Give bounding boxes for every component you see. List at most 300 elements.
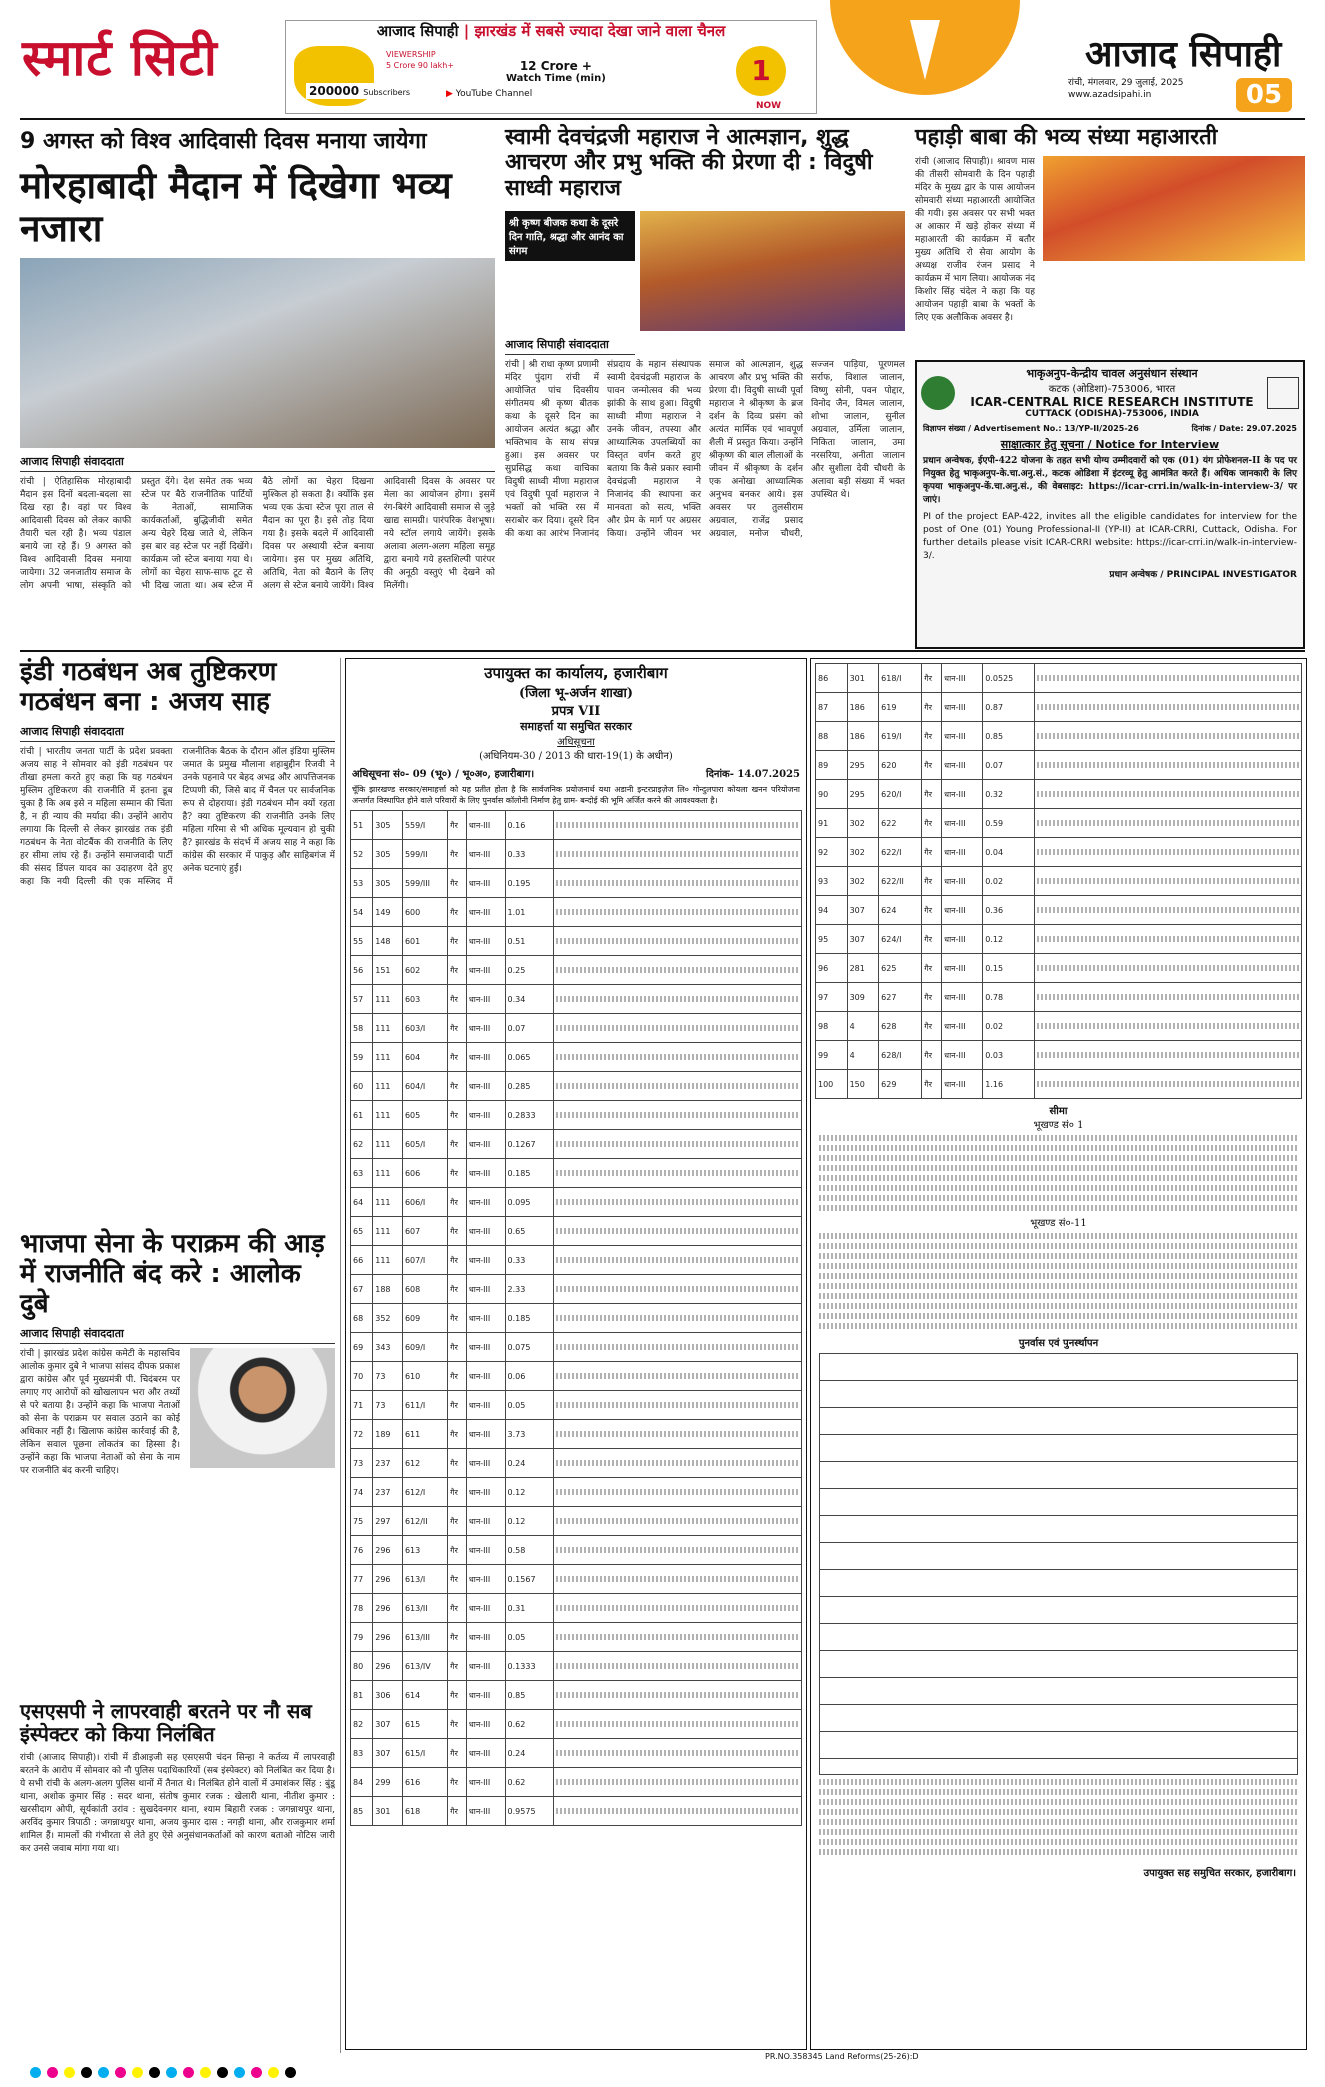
- gazette-notice-date: दिनांक- 14.07.2025: [706, 769, 800, 780]
- table-cell-plot: 618/I: [879, 664, 922, 693]
- table-cell-area: 0.05: [505, 1391, 553, 1420]
- table-cell-type: गैर: [448, 1507, 467, 1536]
- table-cell-description: [553, 1275, 801, 1304]
- table-row: [351, 1623, 802, 1652]
- table-cell-sn: 52: [351, 840, 373, 869]
- story-headline: पहाड़ी बाबा की भव्य संध्या महाआरती: [915, 125, 1218, 150]
- table-cell-type: गैर: [448, 1333, 467, 1362]
- table-cell-sn: 69: [351, 1333, 373, 1362]
- table-cell-area: 1.01: [505, 898, 553, 927]
- table-cell-type: गैर: [922, 954, 942, 983]
- table-cell-type: गैर: [922, 896, 942, 925]
- photo-caption: श्री कृष्ण बीजक कथा के दूसरे दिन गाति, श्रद्धा और आनंद का संगम: [505, 211, 635, 261]
- table-cell-type: गैर: [448, 1159, 467, 1188]
- gazette-office-sub: (जिला भू-अर्जन शाखा): [518, 686, 634, 701]
- table-cell-sn: 87: [816, 693, 848, 722]
- table-cell-sn: 100: [816, 1070, 848, 1099]
- table-row: [351, 1507, 802, 1536]
- table-cell-type: गैर: [922, 809, 942, 838]
- table-cell-class: धान-III: [942, 1070, 983, 1099]
- table-cell-area: 0.04: [983, 838, 1034, 867]
- registration-dot: [115, 2067, 126, 2078]
- table-cell-description: [553, 1594, 801, 1623]
- table-cell-plot: 607: [402, 1217, 447, 1246]
- icar-interview-notice: [915, 360, 1305, 649]
- table-cell-area: 0.33: [505, 1246, 553, 1275]
- table-cell-khata: 297: [373, 1507, 403, 1536]
- land-schedule-table: [350, 810, 802, 1826]
- table-row: [816, 1070, 1302, 1099]
- table-cell-area: 0.9575: [505, 1797, 553, 1826]
- table-cell-class: धान-III: [466, 1797, 505, 1826]
- table-cell-area: 1.16: [983, 1070, 1034, 1099]
- youtube-channel-ad[interactable]: [285, 20, 817, 114]
- table-cell-plot: 604: [402, 1043, 447, 1072]
- gazette-office: उपायुक्त का कार्यालय, हजारीबाग: [484, 664, 668, 682]
- table-cell-description: [553, 1188, 801, 1217]
- table-cell-plot: 611/I: [402, 1391, 447, 1420]
- notice-signature: प्रधान अन्वेषक / PRINCIPAL INVESTIGATOR: [1109, 570, 1297, 580]
- plot-heading-1: भूखण्ड सं० 1: [1033, 1120, 1084, 1131]
- table-cell-area: 0.12: [983, 925, 1034, 954]
- table-cell-description: [553, 1391, 801, 1420]
- gazette-act: (अधिनियम-30 / 2013 की धारा-19(1) के अधीन): [479, 751, 673, 762]
- gazette-notice-number: अधिसूचना सं०- 09 (भू०) / भू०अ०, हजारीबाग।: [352, 769, 535, 780]
- table-cell-plot: 606: [402, 1159, 447, 1188]
- table-cell-type: गैर: [448, 1014, 467, 1043]
- table-cell-class: धान-III: [466, 1710, 505, 1739]
- registration-dot: [285, 2067, 296, 2078]
- table-cell-plot: 600: [402, 898, 447, 927]
- table-cell-description: [553, 869, 801, 898]
- table-cell-area: 0.03: [983, 1041, 1034, 1070]
- table-cell-description: [553, 1623, 801, 1652]
- table-cell-khata: 305: [373, 811, 403, 840]
- table-cell-description: [553, 927, 801, 956]
- notice-date: दिनांक / Date: 29.07.2025: [1191, 424, 1297, 433]
- table-cell-khata: 111: [373, 1246, 403, 1275]
- table-cell-khata: 111: [373, 1217, 403, 1246]
- story-byline: आजाद सिपाही संवाददाता: [20, 1326, 335, 1344]
- table-cell-type: गैर: [448, 1652, 467, 1681]
- table-row: [351, 869, 802, 898]
- story-pahadi-baba: [915, 125, 1305, 355]
- table-cell-class: धान-III: [466, 811, 505, 840]
- newspaper-name: आजाद सिपाही: [1085, 34, 1282, 75]
- story-ssp-suspension: [20, 1700, 335, 2050]
- table-cell-sn: 91: [816, 809, 848, 838]
- table-cell-area: 0.87: [983, 693, 1034, 722]
- table-cell-plot: 625: [879, 954, 922, 983]
- table-row: [816, 722, 1302, 751]
- table-cell-sn: 96: [816, 954, 848, 983]
- table-cell-area: 0.62: [505, 1710, 553, 1739]
- table-cell-sn: 66: [351, 1246, 373, 1275]
- table-cell-plot: 613/II: [402, 1594, 447, 1623]
- table-cell-area: 0.78: [983, 983, 1034, 1012]
- icar-subtitle-hindi: कटक (ओडिशा)-753006, भारत: [1048, 384, 1176, 395]
- table-cell-description: [1034, 925, 1301, 954]
- table-cell-class: धान-III: [466, 956, 505, 985]
- table-row: [816, 838, 1302, 867]
- table-cell-plot: 603/I: [402, 1014, 447, 1043]
- table-cell-class: धान-III: [466, 1594, 505, 1623]
- dateline: रांची, मंगलवार, 29 जुलाई, 2025: [1068, 78, 1184, 88]
- table-cell-khata: 296: [373, 1594, 403, 1623]
- table-cell-khata: 151: [373, 956, 403, 985]
- table-cell-plot: 608: [402, 1275, 447, 1304]
- table-row: [351, 1130, 802, 1159]
- table-cell-class: धान-III: [466, 1420, 505, 1449]
- table-cell-area: 0.1333: [505, 1652, 553, 1681]
- table-cell-khata: 302: [847, 867, 879, 896]
- table-cell-description: [553, 1768, 801, 1797]
- table-cell-khata: 296: [373, 1652, 403, 1681]
- table-cell-class: धान-III: [466, 1768, 505, 1797]
- table-cell-khata: 186: [847, 693, 879, 722]
- table-cell-class: धान-III: [942, 780, 983, 809]
- table-cell-area: 0.32: [983, 780, 1034, 809]
- table-cell-class: धान-III: [942, 1041, 983, 1070]
- rank-badge: 1: [736, 46, 786, 96]
- table-cell-class: धान-III: [942, 983, 983, 1012]
- table-row: [351, 1797, 802, 1826]
- table-cell-class: धान-III: [466, 1043, 505, 1072]
- table-cell-area: 0.285: [505, 1072, 553, 1101]
- table-cell-area: 0.185: [505, 1304, 553, 1333]
- pr-number: PR.NO.358345 Land Reforms(25-26):D: [765, 2052, 919, 2061]
- table-cell-plot: 612/I: [402, 1478, 447, 1507]
- table-cell-khata: 73: [373, 1362, 403, 1391]
- icar-title-hindi: भाकृअनुप-केन्द्रीय चावल अनुसंधान संस्थान: [1026, 367, 1198, 380]
- table-cell-sn: 93: [816, 867, 848, 896]
- table-cell-plot: 607/I: [402, 1246, 447, 1275]
- table-cell-area: 0.59: [983, 809, 1034, 838]
- table-cell-sn: 74: [351, 1478, 373, 1507]
- table-row: [351, 1710, 802, 1739]
- table-cell-type: गैर: [448, 1217, 467, 1246]
- table-cell-type: गैर: [448, 1188, 467, 1217]
- notice-heading: साक्षात्कार हेतु सूचना / Notice for Interview: [1000, 438, 1220, 451]
- table-cell-description: [553, 1565, 801, 1594]
- table-cell-plot: 601: [402, 927, 447, 956]
- table-cell-class: धान-III: [466, 1217, 505, 1246]
- table-cell-plot: 605/I: [402, 1130, 447, 1159]
- story-devchandra: [505, 125, 905, 645]
- story-body: रांची | झारखंड प्रदेश कांग्रेस कमेटी के महासचिव आलोक कुमार दुबे ने भाजपा सांसद दीपक प्रकाश द्वारा कांग्रेस और पूर्व मुख्यमंत्री पी. चिदंबरम पर लगाए गए आरोपों को खोखलापन भरा और तथ्यों से परे बताया है। उन्होंने कहा कि भाजपा नेताओं को सेना के पराक्रम पर सवाल उठाने का कोई अधिकार नहीं है। खिलाफ कांग्रेस कार्रवाई की है, लेकिन सवाल पूछना लोकतंत्र का हिस्सा है। उन्होंने कहा कि भाजपा नेताओं को सेना के नाम पर राजनीति बंद करनी चाहिए।: [20, 1348, 180, 1476]
- table-cell-description: [1034, 751, 1301, 780]
- ad-stats: VIEWERSHIP 5 Crore 90 lakh+: [386, 50, 455, 70]
- table-cell-description: [1034, 954, 1301, 983]
- table-cell-type: गैर: [922, 925, 942, 954]
- table-cell-plot: 605: [402, 1101, 447, 1130]
- table-cell-khata: 299: [373, 1768, 403, 1797]
- table-cell-khata: 352: [373, 1304, 403, 1333]
- table-cell-sn: 75: [351, 1507, 373, 1536]
- icar-subtitle-en: CUTTACK (ODISHA)-753006, INDIA: [1025, 409, 1199, 419]
- story-headline: स्वामी देवचंद्रजी महाराज ने आत्मज्ञान, शुद्ध आचरण और प्रभु भक्ति की प्रेरणा दी : विदुषी साध्वी महाराज: [505, 125, 873, 201]
- table-cell-description: [553, 811, 801, 840]
- table-cell-area: 0.06: [505, 1362, 553, 1391]
- table-row: [816, 780, 1302, 809]
- table-cell-area: 0.85: [983, 722, 1034, 751]
- ad-headline: आजाद सिपाही | झारखंड में सबसे ज्यादा देखा जाने वाला चैनल: [286, 21, 816, 43]
- gazette-subtitle: समाहर्त्ता या समुचित सरकार: [520, 720, 632, 733]
- table-cell-area: 0.12: [505, 1507, 553, 1536]
- table-cell-class: धान-III: [942, 722, 983, 751]
- table-cell-khata: 302: [847, 809, 879, 838]
- table-cell-type: गैर: [448, 1130, 467, 1159]
- table-cell-plot: 615: [402, 1710, 447, 1739]
- table-cell-area: 0.2833: [505, 1101, 553, 1130]
- table-cell-sn: 78: [351, 1594, 373, 1623]
- table-cell-area: 0.02: [983, 867, 1034, 896]
- table-cell-class: धान-III: [466, 1304, 505, 1333]
- table-cell-khata: 237: [373, 1478, 403, 1507]
- table-cell-type: गैर: [922, 780, 942, 809]
- table-cell-class: धान-III: [466, 1623, 505, 1652]
- table-row: [351, 811, 802, 840]
- table-cell-class: धान-III: [942, 751, 983, 780]
- table-cell-sn: 99: [816, 1041, 848, 1070]
- table-cell-plot: 624/I: [879, 925, 922, 954]
- registration-dot: [268, 2067, 279, 2078]
- table-row: [816, 925, 1302, 954]
- story-headline: भाजपा सेना के पराक्रम की आड़ में राजनीति बंद करे : आलोक दुबे: [20, 1229, 325, 1319]
- story-headline: मोरहाबादी मैदान में दिखेगा भव्य नजारा: [20, 164, 452, 250]
- table-row: [816, 751, 1302, 780]
- table-cell-class: धान-III: [466, 1362, 505, 1391]
- table-cell-type: गैर: [922, 693, 942, 722]
- table-cell-type: गैर: [448, 840, 467, 869]
- table-cell-khata: 111: [373, 1014, 403, 1043]
- aarti-photo: [1043, 156, 1305, 261]
- registration-dot: [30, 2067, 41, 2078]
- table-cell-area: 2.33: [505, 1275, 553, 1304]
- table-cell-sn: 54: [351, 898, 373, 927]
- table-cell-plot: 599/II: [402, 840, 447, 869]
- table-row: [816, 1041, 1302, 1070]
- table-cell-type: गैर: [448, 1420, 467, 1449]
- youtube-icon: ▶ YouTube Channel: [446, 89, 533, 99]
- ad-now-label: NOW: [756, 101, 782, 111]
- table-row: [351, 1304, 802, 1333]
- table-row: [816, 983, 1302, 1012]
- table-cell-description: [1034, 780, 1301, 809]
- table-cell-class: धान-III: [466, 1159, 505, 1188]
- table-cell-khata: 189: [373, 1420, 403, 1449]
- table-cell-plot: 611: [402, 1420, 447, 1449]
- table-cell-type: गैर: [448, 1797, 467, 1826]
- table-cell-class: धान-III: [466, 1652, 505, 1681]
- table-row: [351, 1768, 802, 1797]
- table-cell-khata: 307: [847, 925, 879, 954]
- table-cell-plot: 612: [402, 1449, 447, 1478]
- table-cell-type: गैर: [448, 1246, 467, 1275]
- table-cell-area: 0.075: [505, 1333, 553, 1362]
- table-row: [816, 693, 1302, 722]
- table-cell-khata: 301: [847, 664, 879, 693]
- table-cell-khata: 296: [373, 1536, 403, 1565]
- table-cell-sn: 72: [351, 1420, 373, 1449]
- story-headline: एसएसपी ने लापरवाही बरतने पर नौ सब इंस्पेक्टर को किया निलंबित: [20, 1699, 312, 1746]
- table-cell-sn: 88: [816, 722, 848, 751]
- table-cell-plot: 559/I: [402, 811, 447, 840]
- registration-dot: [183, 2067, 194, 2078]
- table-cell-type: गैर: [448, 811, 467, 840]
- notice-text-en: PI of the project EAP-422, invites all the eligible candidates for interview for the post of One (01) Young Professional-II (YP-II) at ICAR-CRRI, Cuttack, Odisha. For further details please visit ICAR-CRRI website: https://icar-crri.in/walk-in-interview-3/.: [923, 512, 1297, 561]
- table-cell-type: गैर: [448, 1536, 467, 1565]
- table-cell-sn: 84: [351, 1768, 373, 1797]
- table-cell-type: गैर: [922, 1041, 942, 1070]
- table-cell-type: गैर: [922, 838, 942, 867]
- table-cell-khata: 307: [847, 896, 879, 925]
- story-body: रांची (आजाद सिपाही)। रांची में डीआइजी सह एसएसपी चंदन सिन्हा ने कर्तव्य में लापरवाही बरतने के आरोप में सोमवार को नौ पुलिस पदाधिकारियों (सब इंस्पेक्टर) को निलंबित कर दिया है। ये सभी रांची के अलग-अलग पुलिस थानों में तैनात थे। निलंबित होने वालों में उमाशंकर सिंह : बुंडू थाना, अशोक कुमार सिंह : सदर थाना, संतोष कुमार रजक : खेलारी थाना, नीतीश कुमार : खरसीदाग ओपी, सूर्यकांती उरांव : सुखदेवनगर थाना, श्याम बिहारी रजक : जगन्नाथपुर थाना, अरविंद कुमार त्रिपाठी : जगन्नाथपुर थाना, अजय कुमार दास : नगड़ी थाना, और राजकुमार शर्मा शामिल हैं। मामलों की गंभीरता से लेते हुए ऐसे अनुसंधानकर्ताओं को कारण बताओ नोटिस जारी कर उनसे जवाब मांगा गया था।: [20, 1753, 335, 1854]
- table-cell-type: गैर: [448, 1275, 467, 1304]
- table-cell-sn: 95: [816, 925, 848, 954]
- table-cell-sn: 90: [816, 780, 848, 809]
- table-cell-class: धान-III: [942, 664, 983, 693]
- table-row: [351, 1072, 802, 1101]
- table-cell-khata: 237: [373, 1449, 403, 1478]
- table-cell-description: [553, 1739, 801, 1768]
- table-cell-class: धान-III: [466, 1072, 505, 1101]
- table-cell-description: [553, 898, 801, 927]
- table-cell-type: गैर: [922, 1012, 942, 1041]
- table-cell-plot: 613/IV: [402, 1652, 447, 1681]
- top-rule: [20, 118, 1305, 120]
- table-cell-area: 0.51: [505, 927, 553, 956]
- story-byline: आजाद सिपाही संवाददाता: [505, 337, 635, 355]
- table-cell-sn: 80: [351, 1652, 373, 1681]
- table-cell-sn: 83: [351, 1739, 373, 1768]
- story-body: रांची | भारतीय जनता पार्टी के प्रदेश प्रवक्ता अजय साह ने सोमवार को इंडी गठबंधन पर तीखा हमला करते हुए कहा कि यह गठबंधन मुस्लिम तुष्टिकरण की राजनीति में इतना डूब चुका है कि अब इसे न महिला सम्मान की चिंता है, न ही न्याय की मर्यादा की। उन्होंने आरोप लगाया कि दिल्ली से लेकर झारखंड तक इंडी गठबंधन के नेता वोटबैंक की राजनीति के लिए हर सीमा लांघ रहे हैं। उन्होंने समाजवादी पार्टी की संसद डिंपल यादव का उदाहरण देते हुए कहा कि नयी दिल्ली की एक मस्जिद में राजनीतिक बैठक के दौरान ऑल इंडिया मुस्लिम जमात के प्रमुख मौलाना शहाबुद्दीन रिजवी ने उनके पहनावे पर बेहद अभद्र और आपत्तिजनक टिप्पणी की, जिसे बाद में चैनल पर सार्वजनिक रूप से दोहराया। इंडी गठबंधन मौन क्यों रहता है? क्या तुष्टिकरण की राजनीति उनके लिए महिला गरिमा से भी अधिक मूल्यवान हो चुकी है? झारखंड के संदर्भ में अजय साह ने कहा कि कांग्रेस की सरकार में पाकुड़ और साहिबगंज में अनेक घटनाएं हुईं।: [20, 746, 335, 887]
- table-row: [351, 1159, 802, 1188]
- table-cell-plot: 629: [879, 1070, 922, 1099]
- registration-dot: [98, 2067, 109, 2078]
- table-cell-plot: 627: [879, 983, 922, 1012]
- table-cell-type: गैर: [448, 1043, 467, 1072]
- table-cell-class: धान-III: [466, 898, 505, 927]
- rr-table-title: पुनर्वास एवं पुनर्स्थापन: [1018, 1338, 1099, 1349]
- table-cell-khata: 111: [373, 985, 403, 1014]
- masthead: [0, 0, 1325, 115]
- plot-heading-2: भूखण्ड सं०-11: [1030, 1218, 1087, 1229]
- table-cell-type: गैर: [448, 1362, 467, 1391]
- table-cell-plot: 622: [879, 809, 922, 838]
- table-cell-description: [1034, 693, 1301, 722]
- registration-dot: [47, 2067, 58, 2078]
- table-cell-khata: 4: [847, 1012, 879, 1041]
- table-cell-area: 0.65: [505, 1217, 553, 1246]
- table-cell-plot: 612/II: [402, 1507, 447, 1536]
- table-cell-khata: 111: [373, 1072, 403, 1101]
- table-cell-plot: 609/I: [402, 1333, 447, 1362]
- table-row: [816, 809, 1302, 838]
- table-cell-description: [1034, 1041, 1301, 1070]
- table-cell-sn: 98: [816, 1012, 848, 1041]
- table-cell-sn: 64: [351, 1188, 373, 1217]
- website-link[interactable]: www.azadsipahi.in: [1068, 90, 1152, 100]
- table-cell-description: [553, 1072, 801, 1101]
- table-cell-khata: 302: [847, 838, 879, 867]
- table-cell-khata: 307: [373, 1710, 403, 1739]
- table-cell-class: धान-III: [942, 838, 983, 867]
- section-name: स्मार्ट सिटी: [22, 29, 218, 87]
- table-cell-description: [553, 1130, 801, 1159]
- table-cell-area: 0.095: [505, 1188, 553, 1217]
- boundary-heading: सीमा: [1049, 1106, 1068, 1117]
- table-row: [351, 1478, 802, 1507]
- table-cell-area: 0.02: [983, 1012, 1034, 1041]
- rr-table: [819, 1353, 1298, 1775]
- table-cell-area: 0.36: [983, 896, 1034, 925]
- pandal-photo: [20, 258, 495, 448]
- table-cell-plot: 628/I: [879, 1041, 922, 1070]
- table-cell-class: धान-III: [466, 1565, 505, 1594]
- story-ajay-sah: [20, 658, 335, 1228]
- table-cell-description: [553, 1101, 801, 1130]
- table-cell-area: 3.73: [505, 1420, 553, 1449]
- table-cell-description: [553, 1159, 801, 1188]
- table-cell-sn: 94: [816, 896, 848, 925]
- temple-photo: [640, 211, 905, 331]
- table-cell-area: 0.195: [505, 869, 553, 898]
- table-cell-plot: 603: [402, 985, 447, 1014]
- table-cell-khata: 4: [847, 1041, 879, 1070]
- advertisement-number: विज्ञापन संख्या / Advertisement No.: 13/YP-II/2025-26: [923, 424, 1139, 433]
- icar-logo-icon: [921, 376, 955, 410]
- table-cell-description: [1034, 1070, 1301, 1099]
- table-cell-description: [553, 1478, 801, 1507]
- registration-dot: [217, 2067, 228, 2078]
- story-byline: आजाद सिपाही संवाददाता: [20, 724, 335, 742]
- table-cell-plot: 628: [879, 1012, 922, 1041]
- table-row: [351, 898, 802, 927]
- table-cell-type: गैर: [448, 956, 467, 985]
- table-cell-plot: 619/I: [879, 722, 922, 751]
- registration-dot: [149, 2067, 160, 2078]
- table-row: [351, 1565, 802, 1594]
- table-cell-sn: 55: [351, 927, 373, 956]
- gazette-form: प्रपत्र VII: [551, 704, 601, 719]
- table-cell-khata: 343: [373, 1333, 403, 1362]
- table-cell-area: 0.58: [505, 1536, 553, 1565]
- table-row: [351, 1739, 802, 1768]
- table-cell-description: [553, 1362, 801, 1391]
- table-cell-type: गैर: [448, 1478, 467, 1507]
- table-cell-sn: 53: [351, 869, 373, 898]
- story-headline: इंडी गठबंधन अब तुष्टिकरण गठबंधन बना : अजय साह: [20, 657, 277, 717]
- table-row: [351, 985, 802, 1014]
- table-cell-description: [1034, 809, 1301, 838]
- table-cell-class: धान-III: [466, 1681, 505, 1710]
- table-cell-sn: 61: [351, 1101, 373, 1130]
- table-cell-description: [553, 1797, 801, 1826]
- table-row: [351, 1681, 802, 1710]
- table-cell-area: 0.07: [983, 751, 1034, 780]
- table-cell-area: 0.1267: [505, 1130, 553, 1159]
- table-cell-plot: 610: [402, 1362, 447, 1391]
- table-cell-type: गैर: [448, 1710, 467, 1739]
- story-morabadi: [20, 125, 495, 645]
- story-byline: आजाद सिपाही संवाददाता: [20, 454, 495, 472]
- table-row: [351, 840, 802, 869]
- table-cell-description: [553, 956, 801, 985]
- page-number: 05: [1236, 78, 1292, 112]
- table-cell-type: गैर: [448, 1449, 467, 1478]
- table-cell-class: धान-III: [466, 1333, 505, 1362]
